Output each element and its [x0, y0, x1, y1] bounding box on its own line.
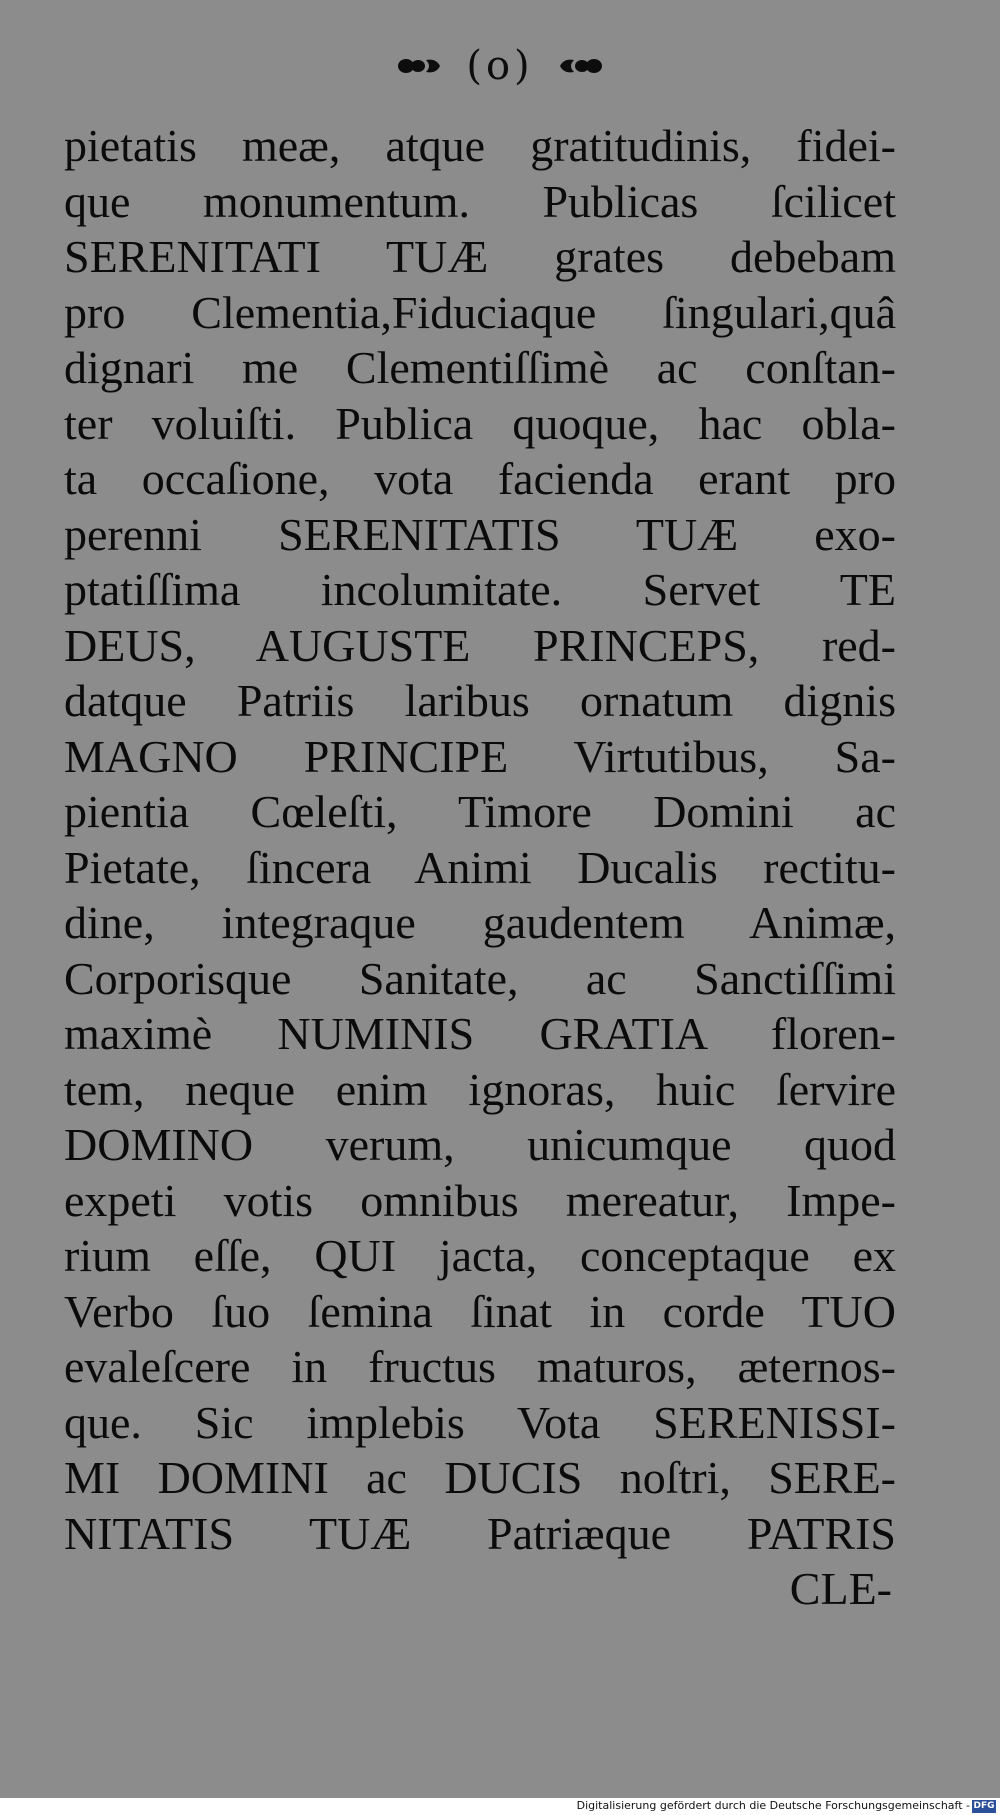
text-line: que monumentum. Publicas ſcilicet: [64, 175, 896, 227]
dfg-logo-icon: DFG: [973, 1801, 995, 1811]
text-line: perenni SERENITATIS TUÆ exo-: [64, 508, 896, 560]
text-line: que. Sic implebis Vota SERENISSI-: [64, 1396, 896, 1448]
text-line: DEUS, AUGUSTE PRINCEPS, red-: [64, 619, 896, 671]
ornament-right-icon: [556, 56, 604, 76]
text-line: DOMINO verum, unicumque quod: [64, 1119, 896, 1170]
text-line: maximè NUMINIS GRATIA floren-: [64, 1008, 896, 1059]
text-line: Corporisque Sanitate, ac Sanctiſſimi: [64, 952, 896, 1004]
page-header: [0, 40, 1000, 89]
footer-bar: [0, 1798, 1000, 1815]
text-line: ter voluiſti. Publica quoque, hac obla-: [64, 397, 896, 449]
text-line: expeti votis omnibus mereatur, Impe-: [64, 1174, 896, 1226]
text-line: pientia Cœleſti, Timore Domini ac: [64, 786, 896, 837]
text-line: dine, integraque gaudentem Animæ,: [64, 897, 896, 948]
text-line: ptatiſſima incolumitate. Servet TE: [64, 564, 896, 615]
catchword: CLE-: [789, 1563, 892, 1614]
text-line: pietatis meæ, atque gratitudinis, fidei-: [64, 120, 896, 171]
funding-credit: Digitalisierung gefördert durch die Deutsche Forschungsgemeinschaft -: [576, 1799, 970, 1812]
text-line: SERENITATI TUÆ grates debebam: [64, 231, 896, 282]
text-line: dignari me Clementiſſimè ac conſtan-: [64, 342, 896, 393]
text-line: Verbo ſuo ſemina ſinat in corde TUO: [64, 1285, 896, 1337]
text-line: MI DOMINI ac DUCIS noſtri, SERE-: [64, 1452, 896, 1503]
text-line: tem, neque enim ignoras, huic ſervire: [64, 1063, 896, 1115]
page-number: (o): [466, 43, 534, 89]
text-line: NITATIS TUÆ Patriæque PATRIS: [64, 1507, 896, 1559]
body-text: [64, 118, 896, 1617]
text-line: pro Clementia,Fiduciaque ſingulari,quâ: [64, 286, 896, 338]
text-line: rium eſſe, QUI jacta, conceptaque ex: [64, 1230, 896, 1281]
text-line: Pietate, ſincera Animi Ducalis rectitu-: [64, 841, 896, 893]
text-line: ta occaſione, vota facienda erant pro: [64, 453, 896, 504]
text-line: MAGNO PRINCIPE Virtutibus, Sa-: [64, 730, 896, 782]
ornament-left-icon: [396, 56, 444, 76]
text-line: datque Patriis laribus ornatum dignis: [64, 675, 896, 726]
text-line: evaleſcere in fructus maturos, æternos-: [64, 1341, 896, 1392]
